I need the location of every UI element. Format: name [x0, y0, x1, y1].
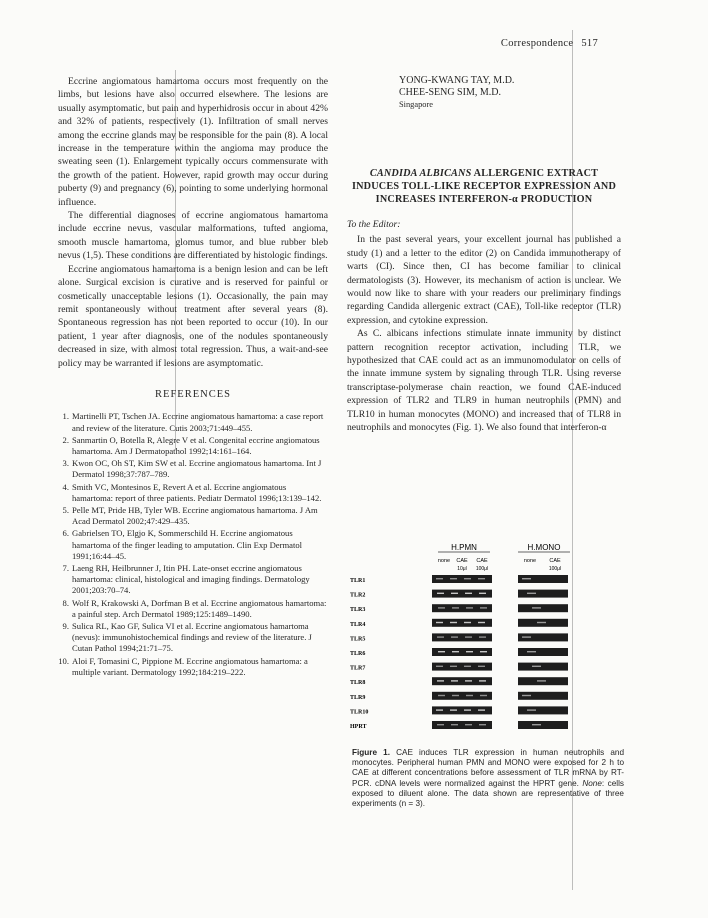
reference-text: Wolf R, Krakowski A, Dorfman B et al. Eccrine angiomatous hamartoma: a painful step. Arch Dermatol 1989;125:1489–1490.	[72, 597, 327, 619]
gel-band-mono	[518, 648, 568, 656]
reference-text: Smith VC, Montesinos E, Revert A et al. Eccrine angiomatous hamartoma: report of three patients. Pediatr Dermatol 1996;13:139–142.	[72, 481, 322, 503]
band-highlight	[437, 724, 444, 725]
title-italic-part: CANDIDA ALBICANS	[369, 168, 472, 179]
author-name: CHEE-SENG SIM, M.D.	[399, 87, 501, 98]
band-highlight	[465, 593, 472, 594]
gel-band-mono	[518, 604, 568, 612]
paragraph: Eccrine angiomatous hamartoma is a benign lesion and can be left alone. Surgical excision is curative and is reserved for painful or cosmetically unacceptable lesions (1). Occasionally, the pain may remit spontaneously without treatment after several years (8). Spontaneous regression has not been reported to occur (10). In our patient, 1 year after diagnosis, one of the nodules spontaneously decreased in size, with almost total regression. Thus, a wait-and-see policy may be warranted if lesions are asymptomatic.	[58, 263, 328, 369]
band-highlight	[532, 724, 541, 725]
band-highlight	[436, 709, 443, 710]
gel-band-mono	[518, 590, 568, 598]
reference-text: Sulica RL, Kao GF, Sulica VI et al. Eccrine angiomatous hamartoma (nevus): immunohistochemical findings and review of the literature. J Cutan Pathol 1994;21:71–75.	[72, 621, 312, 654]
gel-band-mono	[518, 706, 568, 714]
band-highlight	[464, 578, 471, 579]
lane-label: CAE	[476, 558, 488, 564]
reference-number: 7.	[62, 562, 69, 573]
paragraph: As C. albicans infections stimulate innate immunity by distinct pattern recognition receptor activation, including TLR, we hypothesized that CAE could act as an immunomodulator on cells of the innate immune system by signaling through TLR. Using reverse transcriptase-polymerase chain reaction, we found CAE-induced expression of TLR2 and TLR9 in human neutrophils (PMN) and TLR10 in human monocytes (MONO) and increased that of TLR8 in neutrophils and monocytes (Fig. 1). We also found that interferon-α	[347, 328, 621, 434]
band-highlight	[478, 666, 485, 667]
band-highlight	[527, 709, 536, 710]
gel-row-label: TLR5	[350, 636, 366, 643]
band-highlight	[452, 607, 459, 608]
reference-list	[58, 411, 328, 678]
band-highlight	[466, 651, 473, 652]
reference-item	[62, 504, 328, 527]
reference-number: 5.	[62, 504, 69, 515]
band-highlight	[464, 622, 471, 623]
band-highlight	[466, 695, 473, 696]
band-highlight	[478, 578, 485, 579]
band-highlight	[480, 695, 487, 696]
running-header	[501, 38, 598, 49]
band-highlight	[452, 695, 459, 696]
gel-row-label: TLR9	[350, 694, 366, 701]
reference-item	[62, 458, 328, 480]
reference-text: Laeng RH, Heilbrunner J, Itin PH. Late-onset eccrine angiomatous hamartoma: clinical, histological and imaging findings. Dermatology 2001;203:70–74.	[72, 562, 310, 596]
gel-image	[350, 540, 620, 742]
section-name: Correspondence	[500, 38, 574, 49]
gel-row-label: TLR10	[350, 709, 369, 716]
reference-number: 9.	[62, 621, 69, 631]
band-highlight	[532, 607, 541, 608]
paragraph: Eccrine angiomatous hamartoma occurs most frequently on the limbs, but lesions have also occurred elsewhere. The lesions are usually asymptomatic, but pain and hyperhidrosis occur in about 42% and 32% of patients, respectively (1). Infiltration of small nerves among the eccrine glands may be responsible for the pain (8). A local increase in the temperature within the angioma may produce the sweating seen (1). Enlargement typically occurs commensurate with the growth of the patient. However, rapid growth may occur during puberty (9) and pregnancy (6), pointing to some underlying hormonal influence.	[58, 76, 328, 208]
gel-row-label: TLR4	[350, 621, 366, 628]
reference-item	[62, 562, 328, 597]
band-highlight	[437, 593, 444, 594]
band-highlight	[450, 709, 457, 710]
lane-label: none	[437, 558, 451, 564]
reference-item	[62, 411, 328, 433]
reference-number: 4.	[62, 481, 69, 492]
right-column	[347, 75, 621, 435]
lane-concentration: 100μl	[548, 566, 562, 572]
page-number: 517	[581, 38, 598, 49]
band-highlight	[437, 680, 444, 681]
band-highlight	[451, 724, 458, 725]
panel-label-mono: H.MONO	[527, 543, 561, 552]
band-highlight	[465, 724, 472, 725]
band-highlight	[466, 607, 473, 608]
band-highlight	[537, 680, 546, 681]
gel-band-mono	[518, 663, 568, 671]
references-heading: REFERENCES	[155, 388, 231, 400]
band-highlight	[527, 651, 536, 652]
gel-row-label: TLR7	[350, 665, 366, 672]
reference-item	[62, 528, 328, 562]
lane-concentration: 100μl	[475, 566, 489, 572]
band-highlight	[451, 636, 458, 637]
band-highlight	[450, 622, 457, 623]
article-title	[347, 167, 621, 206]
lane-label: CAE	[456, 558, 468, 564]
band-highlight	[480, 607, 487, 608]
reference-text: Kwon OC, Oh ST, Kim SW et al. Eccrine angiomatous hamartoma. Int J Dermatol 1998;37:787–789.	[72, 458, 322, 480]
band-highlight	[479, 636, 486, 637]
band-highlight	[436, 666, 443, 667]
band-highlight	[478, 709, 485, 710]
gel-row-label: TLR8	[350, 680, 366, 687]
band-highlight	[438, 607, 445, 608]
gel-row-label: HPRT	[350, 724, 367, 730]
band-highlight	[465, 636, 472, 637]
title-rest: ALLERGENIC EXTRACT INDUCES TOLL-LIKE RECEPTOR EXPRESSION AND INCREASES INTERFERON-α PRODUCTION	[351, 168, 617, 205]
gel-row-label: TLR1	[350, 578, 366, 584]
band-highlight	[465, 680, 472, 681]
band-highlight	[532, 666, 541, 667]
reference-number: 2.	[62, 434, 69, 445]
reference-text: Sanmartin O, Botella R, Alegre V et al. Congenital eccrine angiomatous hamartoma. Am J Dermatopathol 1992;14:161–164.	[72, 434, 320, 456]
reference-text: Martinelli PT, Tschen JA. Eccrine angiomatous hamartoma: a case report and review of the literature. Cutis 2003;71:449–455.	[72, 411, 324, 433]
band-highlight	[522, 695, 531, 696]
band-highlight	[450, 578, 457, 579]
band-highlight	[522, 578, 531, 579]
caption-label: Figure 1.	[352, 748, 390, 757]
band-highlight	[436, 578, 443, 579]
caption-note: None	[582, 778, 602, 788]
lane-label: CAE	[549, 558, 561, 564]
gel-row-label: TLR3	[350, 607, 366, 614]
band-highlight	[537, 622, 546, 623]
band-highlight	[438, 695, 445, 696]
lane-concentration: 10μl	[457, 566, 467, 572]
band-highlight	[479, 680, 486, 681]
band-highlight	[450, 666, 457, 667]
reference-item	[62, 434, 328, 457]
band-highlight	[479, 593, 486, 594]
author-location: Singapore	[399, 100, 433, 109]
reference-text: Pelle MT, Pride HB, Tyler WB. Eccrine angiomatous hamartoma. J Am Acad Dermatol 2002;47:429–435.	[72, 504, 318, 527]
band-highlight	[464, 666, 471, 667]
caption-text: CAE induces TLR expression in human neutrophils and monocytes. Peripheral human PMN and MONO were exposed for 2 h to CAE at different concentrations before assessment of TLR mRNA by RT-PCR. cDNA levels were normalized against the HPRT gene.	[352, 748, 624, 788]
band-highlight	[452, 651, 459, 652]
gel-band-mono	[518, 721, 568, 729]
band-highlight	[522, 636, 531, 637]
band-highlight	[436, 622, 443, 623]
reference-item	[62, 597, 328, 620]
band-highlight	[464, 709, 471, 710]
salutation: To the Editor:	[347, 219, 401, 230]
reference-item	[62, 481, 328, 504]
author-block	[399, 75, 621, 111]
band-highlight	[527, 593, 536, 594]
lane-label: none	[523, 558, 537, 564]
reference-number: 3.	[62, 458, 69, 469]
band-highlight	[451, 593, 458, 594]
left-column	[58, 75, 328, 679]
paragraph: In the past several years, your excellent journal has published a study (1) and a letter to the editor (2) on Candida immunotherapy of warts (CI). Since then, CI has become familiar to clinical dermatologists (3). However, its mechanism of action is unclear. We would now like to share with your readers our preliminary findings regarding Candida allergenic extract (CAE), Toll-like receptor (TLR) expression, and cytokine expression.	[347, 234, 621, 326]
caption-tail: : cells exposed to diluent alone. The data shown are representative of three experiments (n = 3).	[352, 778, 624, 809]
band-highlight	[438, 651, 445, 652]
reference-item	[62, 621, 328, 655]
band-highlight	[437, 636, 444, 637]
figure-caption	[352, 748, 624, 809]
gel-row-label: TLR6	[350, 651, 366, 657]
reference-text: Aloi F, Tomasini C, Pippione M. Eccrine angiomatous hamartoma: a multiple variant. Dermatology 1992;184:219–222.	[72, 655, 308, 677]
reference-number: 8.	[62, 597, 69, 608]
gel-figure	[350, 540, 620, 742]
reference-number: 1.	[62, 411, 69, 422]
author-name: YONG-KWANG TAY, M.D.	[399, 75, 515, 86]
band-highlight	[479, 724, 486, 725]
reference-number: 10.	[58, 655, 69, 666]
reference-number: 6.	[62, 528, 69, 539]
band-highlight	[480, 651, 487, 652]
reference-item	[58, 655, 328, 678]
band-highlight	[478, 622, 485, 623]
panel-label-pmn: H.PMN	[451, 543, 477, 552]
gel-row-label: TLR2	[350, 592, 366, 599]
paragraph: The differential diagnoses of eccrine angiomatous hamartoma include eccrine nevus, vascular malformations, tufted angioma, smooth muscle hamartoma, glomus tumor, and blue rubber bleb nevus (1,5). These conditions are differentiated by histologic findings.	[58, 210, 328, 262]
reference-text: Gabrielsen TO, Elgjo K, Sommerschild H. Eccrine angiomatous hamartoma of the finger leading to amputation. Clin Exp Dermatol 1991;16:44–45.	[72, 528, 303, 561]
band-highlight	[451, 680, 458, 681]
